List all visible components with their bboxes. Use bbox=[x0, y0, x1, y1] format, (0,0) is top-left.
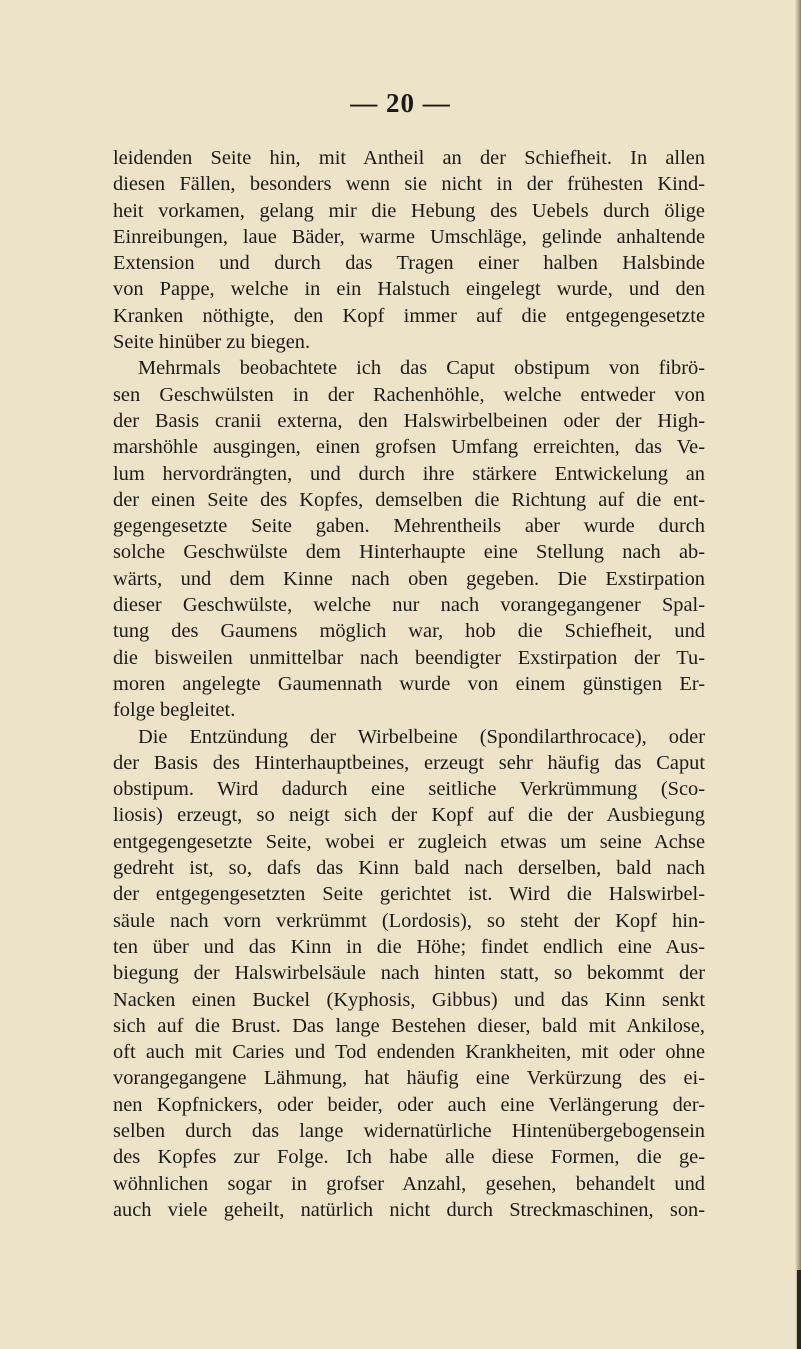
text-line: oft auch mit Caries und Tod endenden Krankheiten, mit oder ohne bbox=[113, 1041, 705, 1064]
text-line: diesen Fällen, besonders wenn sie nicht in der frühesten Kind- bbox=[113, 173, 705, 196]
text-line: der entgegengesetzten Seite gerichtet ist. Wird die Halswirbel- bbox=[113, 883, 705, 906]
text-line: obstipum. Wird dadurch eine seitliche Verkrümmung (Sco- bbox=[113, 778, 705, 801]
text-line: gegengesetzte Seite gaben. Mehrentheils aber wurde durch bbox=[113, 515, 705, 538]
text-line: solche Geschwülste dem Hinterhaupte eine Stellung nach ab- bbox=[113, 541, 705, 564]
text-line: Extension und durch das Tragen einer halben Halsbinde bbox=[113, 252, 705, 275]
text-line: Nacken einen Buckel (Kyphosis, Gibbus) und das Kinn senkt bbox=[113, 988, 705, 1011]
text-line: gedreht ist, so, dafs das Kinn bald nach derselben, bald nach bbox=[113, 857, 705, 880]
text-line: ten über und das Kinn in die Höhe; findet endlich eine Aus- bbox=[113, 935, 705, 958]
text-line: dieser Geschwülste, welche nur nach vorangegangener Spal- bbox=[113, 594, 705, 617]
text-line: entgegengesetzte Seite, wobei er zugleich etwas um seine Achse bbox=[113, 830, 705, 853]
text-line: von Pappe, welche in ein Halstuch eingelegt wurde, und den bbox=[113, 278, 705, 301]
text-line: liosis) erzeugt, so neigt sich der Kopf auf die der Ausbiegung bbox=[113, 804, 705, 827]
text-line: heit vorkamen, gelang mir die Hebung des Uebels durch ölige bbox=[113, 199, 705, 222]
text-line: lum hervordrängten, und durch ihre stärkere Entwickelung an bbox=[113, 462, 705, 485]
text-line: des Kopfes zur Folge. Ich habe alle diese Formen, die ge- bbox=[113, 1146, 705, 1169]
text-line: auch viele geheilt, natürlich nicht durch Streckmaschinen, son- bbox=[113, 1198, 705, 1221]
text-line: Mehrmals beobachtete ich das Caput obstipum von fibrö- bbox=[138, 357, 705, 380]
text-line: selben durch das lange widernatürliche Hintenübergebogensein bbox=[113, 1119, 705, 1142]
text-line: Seite hinüber zu biegen. bbox=[113, 331, 311, 354]
body-text bbox=[113, 145, 705, 1223]
text-line: tung des Gaumens möglich war, hob die Schiefheit, und bbox=[113, 620, 705, 643]
text-line: biegung der Halswirbelsäule nach hinten statt, so bekommt der bbox=[113, 962, 705, 985]
text-line: sich auf die Brust. Das lange Bestehen dieser, bald mit Ankilose, bbox=[113, 1014, 705, 1037]
page-number: — 20 — bbox=[350, 88, 451, 118]
page-edge-shadow bbox=[795, 0, 801, 1349]
page-edge-mark bbox=[797, 1270, 801, 1349]
text-line: leidenden Seite hin, mit Antheil an der Schiefheit. In allen bbox=[113, 147, 705, 169]
text-line: der Basis des Hinterhauptbeines, erzeugt sehr häufig das Caput bbox=[113, 751, 705, 774]
text-line: die bisweilen unmittelbar nach beendigter Exstirpation der Tu- bbox=[113, 646, 705, 669]
text-line: wärts, und dem Kinne nach oben gegeben. Die Exstirpation bbox=[113, 567, 705, 590]
text-line: Kranken nöthigte, den Kopf immer auf die entgegengesetzte bbox=[113, 304, 705, 327]
text-line: säule nach vorn verkrümmt (Lordosis), so steht der Kopf hin- bbox=[113, 909, 705, 932]
text-line: sen Geschwülsten in der Rachenhöhle, welche entweder von bbox=[113, 383, 705, 406]
text-line: marshöhle ausgingen, einen grofsen Umfang erreichten, das Ve- bbox=[113, 436, 705, 459]
text-line: der Basis cranii externa, den Halswirbelbeinen oder der High- bbox=[113, 409, 705, 432]
text-line: nen Kopfnickers, oder beider, oder auch eine Verlängerung der- bbox=[113, 1093, 705, 1116]
text-line: moren angelegte Gaumennath wurde von einem günstigen Er- bbox=[113, 672, 705, 695]
text-line: folge begleitet. bbox=[113, 699, 236, 722]
text-line: vorangegangene Lähmung, hat häufig eine Verkürzung des ei- bbox=[113, 1067, 705, 1090]
text-line: der einen Seite des Kopfes, demselben die Richtung auf die ent- bbox=[113, 488, 705, 511]
text-line: Einreibungen, laue Bäder, warme Umschläge, gelinde anhaltende bbox=[113, 225, 705, 248]
text-line: wöhnlichen sogar in grofser Anzahl, gesehen, behandelt und bbox=[113, 1172, 705, 1195]
text-line: Die Entzündung der Wirbelbeine (Spondilarthrocace), oder bbox=[138, 725, 705, 748]
